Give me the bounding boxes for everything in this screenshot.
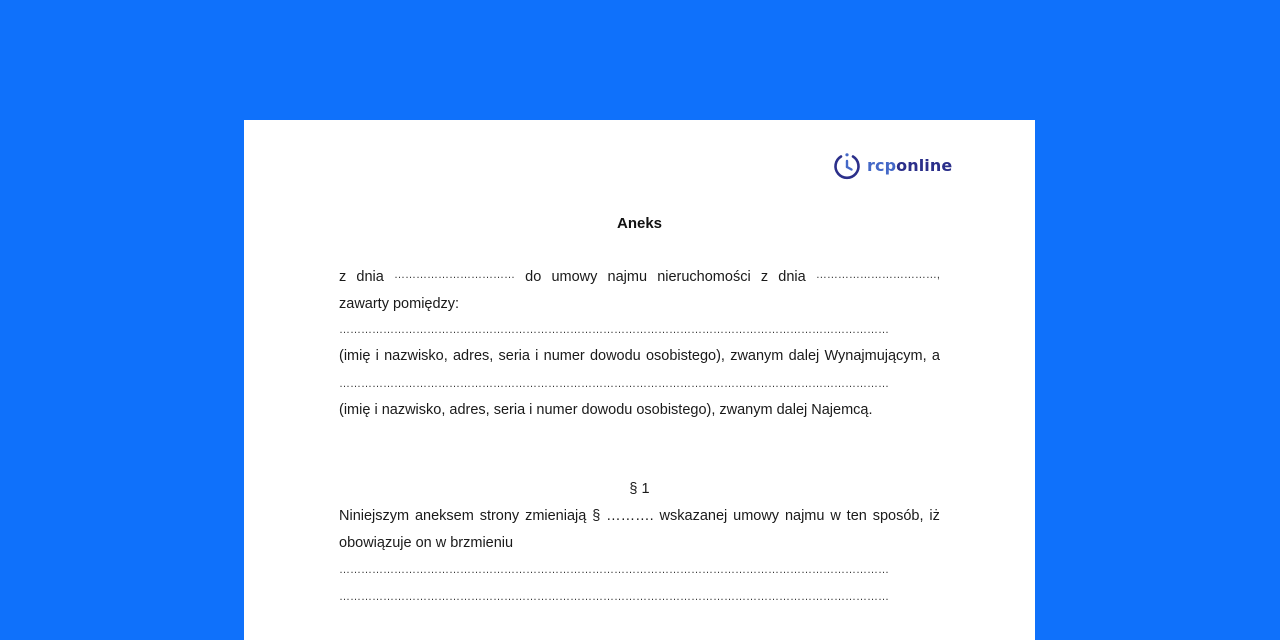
word: wskazanej xyxy=(659,508,728,524)
word: ………. xyxy=(606,508,654,524)
word: seria xyxy=(498,348,530,364)
blank-line-new-wording-1: …………………………………………………………………………………………………………………………………… xyxy=(339,565,889,576)
word: Wynajmującym, xyxy=(824,348,927,364)
blank-field: ……………………………, xyxy=(815,270,940,281)
word: najmu xyxy=(784,508,825,524)
word: Niniejszym xyxy=(339,508,410,524)
word: zwanym xyxy=(730,348,784,364)
date-line xyxy=(339,270,940,285)
parties-intro: zawarty pomiędzy: xyxy=(339,296,460,312)
blank-line-tenant: …………………………………………………………………………………………………………………………………… xyxy=(339,379,889,390)
document-page xyxy=(244,120,1035,640)
word: ten xyxy=(846,508,867,524)
word: dowodu xyxy=(589,348,641,364)
word: § xyxy=(592,508,601,524)
blank-line-new-wording-2: …………………………………………………………………………………………………………………………………… xyxy=(339,592,889,603)
word: strony xyxy=(479,508,520,524)
word: aneksem xyxy=(414,508,474,524)
brand-name-rcp: rcp xyxy=(867,156,897,175)
word: i xyxy=(535,348,539,364)
blank-line-landlord: …………………………………………………………………………………………………………………………………… xyxy=(339,325,889,336)
section-heading: § 1 xyxy=(629,481,650,497)
amendment-paragraph-continued: obowiązuje on w brzmieniu xyxy=(339,535,514,551)
word: i xyxy=(375,348,379,364)
word: z xyxy=(339,269,347,285)
brand-name xyxy=(867,158,952,174)
word: nazwisko, xyxy=(384,348,448,364)
word: sposób, xyxy=(872,508,924,524)
word: umowy xyxy=(551,269,598,285)
word: umowy xyxy=(733,508,780,524)
word: osobistego), xyxy=(645,348,725,364)
word: zmieniają xyxy=(525,508,587,524)
document-title: Aneks xyxy=(616,215,663,232)
word: iż xyxy=(929,508,940,524)
blank-field: …………………………… xyxy=(393,270,515,281)
word: a xyxy=(931,348,940,364)
brand-name-online: online xyxy=(896,156,953,175)
tenant-description: (imię i nazwisko, adres, seria i numer dowodu osobistego), zwanym dalej Najemcą. xyxy=(339,402,873,418)
word: w xyxy=(830,508,841,524)
word: numer xyxy=(543,348,585,364)
brand-logo xyxy=(833,151,952,181)
word: dnia xyxy=(356,269,384,285)
amendment-paragraph xyxy=(339,509,940,524)
landlord-description xyxy=(339,349,940,364)
word: z xyxy=(760,269,769,285)
word: nieruchomości xyxy=(657,269,751,285)
word: adres, xyxy=(452,348,494,364)
word: do xyxy=(525,269,542,285)
word: dalej xyxy=(788,348,820,364)
word: najmu xyxy=(607,269,648,285)
word: (imię xyxy=(339,348,371,364)
word: dnia xyxy=(778,269,806,285)
clock-icon xyxy=(833,152,861,180)
